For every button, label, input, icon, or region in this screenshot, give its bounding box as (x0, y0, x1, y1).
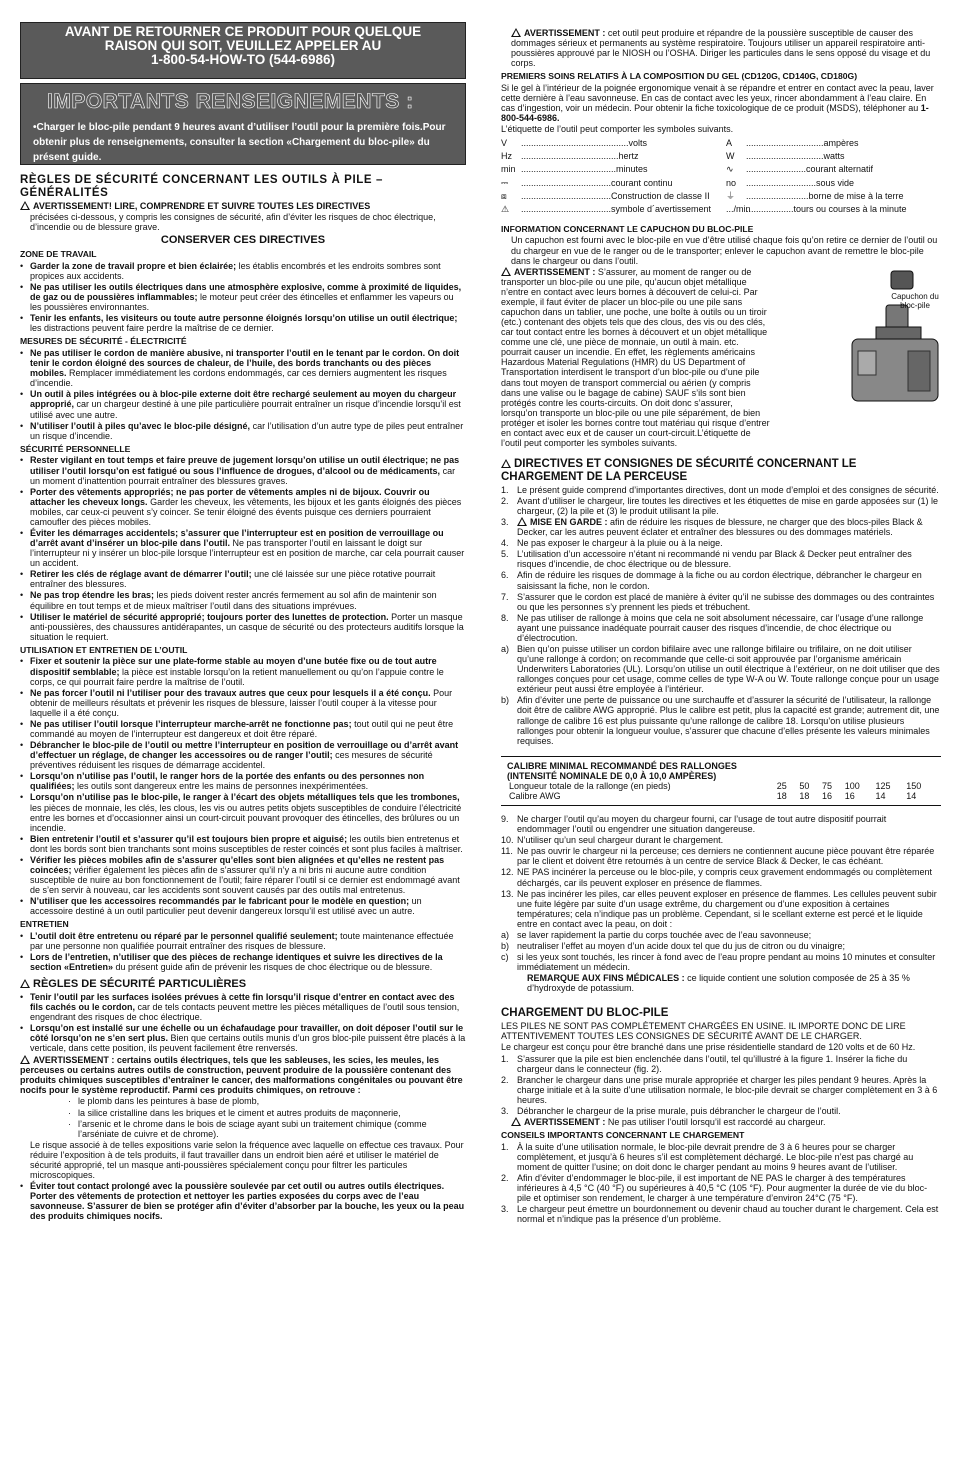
item-bold: Lorsqu’on n’utilise pas l’outil, le ranger hors de la portée des enfants ou des personnes non qualifiées; (30, 771, 425, 792)
list-item (20, 896, 466, 916)
chemical-item: · la silice cristalline dans les briques et le ciment et autres produits de maçonnerie, (20, 1108, 466, 1118)
item-text: Remplacer immédiatement les cordons endommagés, car ces derniers augmentent les risques d’incendie. (30, 368, 447, 389)
entretien-list (20, 931, 466, 972)
item-text: vérifier également les pièces afin de s’assurer qu’il n’y a ni bris ni aucune autre condition susceptible de nuire au bon fonctionnement de l’outil; faire réparer l’outil si ce dernier est endommagé avant de s’en servir à nouveau, car les accidents sont souvent causés par des outils mal entretenus. (30, 865, 460, 896)
list-item (20, 834, 466, 854)
rules-title: RÈGLES DE SÉCURITÉ CONCERNANT LES OUTILS À PILE – GÉNÉRALITÉS (20, 174, 383, 199)
item-bold: Vérifier les pièces mobiles afin de s’assurer qu’elles sont bien alignées et qu’elles ne restent pas coincées; (30, 854, 445, 876)
symbol: W (726, 151, 735, 162)
symbol-desc: ......................................minutes (521, 164, 648, 175)
item-bold: Tenir l’outil par les surfaces isolées prévues à cette fin lorsqu’il risque d’entrer en contact avec des fils cachés ou le cordon, (30, 991, 455, 1012)
item-text: Afin d’éviter une perte de puissance ou une surchauffe et d’assurer la sécurité de l’utilisateur, la rallonge doit être de calibre AWG approprié. Plus le calibre est petit, plus la capacité est grande; autrement dit, une rallonge de calibre 16 est plus puissante qu’une rallonge de calibre 18. Lorsqu’on utilise plusieurs rallonges pour obtenir la longueur voulue, s’assurer que chacune d’elles présente les valeurs minimales requises. (517, 695, 940, 746)
item-text: les pieds doivent rester ancrés fermement au sol afin de maintenir son équilibre en tout temps et de mieux maîtriser l’outil dans des situations imprévues. (30, 590, 437, 611)
symbol-row (726, 151, 941, 161)
directives2-list (501, 814, 941, 972)
list-item (20, 792, 466, 832)
medical-text: ce liquide contient une solution composée de 25 à 35 % d’hydroxyde de potassium. (527, 973, 910, 994)
list-item (20, 740, 466, 770)
list-item (501, 1054, 941, 1074)
item-bold: Porter des vêtements appropriés; ne pas porter de vêtements amples ni de bijoux. Couvrir ou attacher les cheveux longs. (30, 486, 430, 507)
item-text: Brancher le chargeur dans une prise murale appropriée et charger les piles pendant 9 heures. Après la charge initiale et à la suite d’une utilisation normale, le bloc-pile devrait se charger complètement en 3 à 6 heures. (517, 1074, 938, 1105)
item-text: tout outil qui ne peut être commandé au moyen de l’interrupteur est dangereux et doit être réparé. (30, 718, 454, 739)
list-item (501, 1106, 941, 1116)
extension-table (501, 756, 941, 806)
item-text: les établis encombrés et les endroits sombres sont propices aux accidents. (30, 260, 441, 281)
list-item (501, 1142, 941, 1172)
cap-title: INFORMATION CONCERNANT LE CAPUCHON DU BLOC-PILE (501, 223, 754, 234)
item-bold: Retirer les clés de réglage avant de démarrer l’outil; (30, 569, 252, 580)
list-item (20, 528, 466, 568)
list-item (20, 771, 466, 791)
symbol-desc: ...............................watts (746, 151, 845, 162)
item-bold: Lorsqu’on est installé sur une échelle ou un échafaudage pour travailler, on doit déposer l’outil sur le côté lorsqu’on ne s’en sert plus. (30, 1022, 464, 1043)
item-number: 3. (501, 517, 509, 528)
warning-bold: AVERTISSEMENT! LIRE, COMPRENDRE ET SUIVRE TOUTES LES DIRECTIVES (33, 200, 371, 211)
zone-list (20, 261, 466, 334)
list-item (20, 313, 466, 333)
item-text: car l’utilisation d’un autre type de piles peut entraîner un risque d’incendie. (30, 420, 464, 441)
item-bold: Débrancher le bloc-pile de l’outil ou mettre l’interrupteur en position de verrouillage ou d’arrêt avant d’effectuer un réglage, de changer les accessoires ou de ranger l’outil; (30, 740, 459, 761)
item-number: 10. (501, 835, 514, 846)
item-number: 7. (501, 591, 509, 602)
warning-icon (20, 201, 30, 210)
item-text: Avant d’utiliser le chargeur, lire toutes les directives et les étiquettes de mise en garde apposées sur (1) le chargeur, (2) la pile et (3) le produit utilisant la pile. (517, 495, 939, 516)
keep-directives: CONSERVER CES DIRECTIVES (160, 233, 326, 246)
item-number: 4. (501, 538, 509, 549)
symbol: A (726, 138, 733, 149)
table-subtitle: (INTENSITÉ NOMINALE DE 0,0 À 10,0 AMPÈRES) (507, 770, 717, 781)
item-text: afin de réduire les risques de blessure, ne charger que des blocs-piles Black & Decker, car les autres peuvent éclater et entraîner des blessures ou des dommages matériels. (517, 517, 923, 538)
section-title: UTILISATION ET ENTRETIEN DE L’OUTIL (20, 644, 188, 655)
item-text: neutraliser l’effet au moyen d’un acide doux tel que du jus de citron ou du vinaigre; (517, 941, 846, 952)
item-bold: N’utiliser que les accessoires recommandés par le fabricant pour le modèle en question; (30, 896, 410, 907)
symbol-desc: ....................................Construction de classe II (521, 190, 710, 201)
item-number: 1. (501, 484, 509, 495)
section-title: MESURES DE SÉCURITÉ - ÉLECTRICITÉ (20, 336, 187, 347)
item-text: les outils sont dangereux entre les mains de personnes inexpérimentées. (74, 781, 369, 792)
item-number: 3. (501, 1204, 509, 1215)
return-notice-line: RAISON QUI SOIT, VEUILLEZ APPELER AU (104, 38, 382, 54)
item-text: Ne charger l’outil qu’au moyen du chargeur fourni, car l’usage de tout autre dispositif pourrait endommager l’outil ou engendrer une situation dangereuse. (517, 814, 887, 835)
right-column (501, 28, 941, 1225)
item-number: 3. (501, 1105, 509, 1116)
perso-list (20, 455, 466, 641)
item-text: les pièces de monnaie, les clés, les clous, les vis ou autres petits objets susceptibles de conduire l’électricité entre les bornes et d’occasionner ainsi un court-circuit pouvant provoquer des étincelles, des brûlures ou un incendie. (30, 802, 462, 833)
list-item (501, 517, 941, 537)
item-bold: Tenir les enfants, les visiteurs ou toute autre personne éloignés lorsqu’on utilise un outil électrique; (30, 313, 458, 324)
cap-warning-bold: AVERTISSEMENT : (514, 266, 596, 277)
list-item (20, 992, 466, 1022)
charge-title: CHARGEMENT DU BLOC-PILE (501, 1007, 669, 1020)
item-bold: Ne pas forcer l’outil ni l’utiliser pour des travaux autres que ceux pour lesquels il a été conçu. (30, 687, 431, 698)
symbol-desc: .........................borne de mise à la terre (746, 190, 904, 201)
item-text: S’assurer que le cordon est placé de manière à éviter qu’il ne subisse des dommages ou des contraintes ou que les personnes s’y prennent les pieds et trébuchent. (517, 591, 935, 612)
list-item (501, 1075, 941, 1105)
list-item (20, 656, 466, 686)
list-item (501, 930, 941, 940)
tips-list (501, 1142, 941, 1225)
list-item (20, 1023, 466, 1053)
item-number: 6. (501, 570, 509, 581)
medical-bold: REMARQUE AUX FINS MÉDICALES : (527, 973, 685, 984)
symbol-row (726, 191, 941, 201)
list-item (501, 1173, 941, 1203)
symbol: min (501, 164, 516, 175)
warning-icon (20, 1055, 30, 1064)
charge-warning-bold: AVERTISSEMENT : (524, 1116, 606, 1127)
item-text: car de tels contacts peuvent mettre les pièces métalliques de l’outil sous tension, engendrant des risques de choc électrique. (30, 1001, 460, 1022)
list-item (20, 688, 466, 718)
item-text: Bien qu’on puisse utiliser un cordon bifilaire avec une rallonge bifilaire ou trifilaire, on ne doit utiliser qu’une rallonge à cordon; on recommande que celle-ci soit approuvée par l’organisme américain Underwriters Laboratories (UL). Lorsqu’on utilise un outil électrique à l’extérieur, on ne doit utiliser que des rallonges conçues pour cet usage, comme celles de type W-A ou W. Toute rallonge conçue pour un usage extérieur peut aussi être employée à l’intérieur. (517, 643, 940, 695)
directives-list (501, 485, 941, 746)
item-text: les outils bien entretenus et dont les bords sont bien tranchants sont moins susceptibles de rester coincés et sont plus faciles à maîtriser. (30, 833, 463, 854)
section-title: ENTRETIEN (20, 919, 69, 930)
item-number: 2. (501, 1074, 509, 1085)
item-text: Ne pas utiliser de rallonge à moins que cela ne soit absolument nécessaire, car l’usage d’une rallonge ayant une puissance inadéquate pourrait causer des risques d’incendie, de choc électrique ou d’électrocution. (517, 612, 924, 643)
item-text: toute maintenance effectuée par une personne non qualifiée pourrait entraîner des risques de blessure. (30, 931, 454, 952)
item-text: Bien que certains outils munis d’un gros bloc-pile puissent être placés à la verticale, dans cette position, ils peuvent facilement être renversés. (30, 1032, 466, 1054)
important-title: IMPORTANTS RENSEIGNEMENTS : (47, 90, 414, 113)
item-text: S’assurer que la pile est bien enclenchée dans l’outil, tel qu’illustré à la figure 1. Insérer la fiche du chargeur dans le connecteur (fig. 2). (517, 1053, 908, 1074)
item-number: a) (501, 929, 510, 940)
important-text: •Charger le bloc-pile pendant 9 heures avant d’utiliser l’outil pour la première fois.Pour obtenir plus de renseignements, consulter la section «Chargement du bloc-pile» du présent guide. (33, 121, 446, 163)
item-text: une clé laissée sur une pièce rotative pourrait entraîner des blessures. (30, 569, 436, 590)
list-item (501, 867, 941, 887)
item-text: car un chargeur destiné à une pile particulière pourrait entraîner un risque d’incendie lorsqu’il est utilisé avec une autre. (30, 399, 461, 420)
item-text: Garder les cheveux, les vêtements, les bijoux et les gants éloignés des pièces mobiles, car ceux-ci peuvent s’y coincer. Se tenir éloigné des évents puisque ces derniers pourraient camoufler des pièces mobiles. (30, 496, 462, 527)
charge-steps (501, 1054, 941, 1116)
item-bold: Ne pas utiliser les outils électriques dans une atmosphère explosive, comme à proximité de liquides, de gaz ou de poussières inflammables; (30, 282, 462, 303)
item-text: Débrancher le chargeur de la prise murale, puis débrancher le chargeur de l’outil. (517, 1105, 841, 1116)
item-text: du présent guide afin de prévenir les risques de choc électrique ou de blessure. (113, 962, 433, 973)
list-item (501, 952, 941, 972)
symbol: V (501, 138, 508, 149)
list-item (501, 1204, 941, 1224)
symbol-desc: ....................................courant continu (521, 177, 673, 188)
item-text: Ne pas transporter l’outil en laissant le doigt sur l’interrupteur ni y insérer un bloc-pile lorsque l’interrupteur est en position de marche, car cela pourrait causer un accident. (30, 538, 465, 569)
item-text: si les yeux sont touchés, les rincer à fond avec de l’eau propre pendant au moins 10 minutes et consulter immédiatement un médecin. (517, 952, 936, 973)
symbol-row (501, 151, 716, 161)
item-text: N’utiliser qu’un seul chargeur durant le chargement. (517, 835, 724, 846)
section-title: SÉCURITÉ PERSONNELLE (20, 443, 131, 454)
symbol-desc: ...........................................volts (521, 138, 648, 149)
item-bold: Fixer et soutenir la pièce sur une plate-forme stable au moyen d’une butée fixe ou de tout autre dispositif semblable; (30, 656, 437, 677)
list-item (501, 835, 941, 845)
section-title: ZONE DE TRAVAIL (20, 249, 97, 260)
list-item (501, 814, 941, 834)
table-row: Longueur totale de la rallonge (en pieds) 25 50 75 100 125 150 (509, 780, 922, 791)
symbol-desc: ...................tours ou courses à la minute (746, 203, 907, 214)
item-bold: Ne pas trop étendre les bras; (30, 590, 155, 601)
list-item (501, 538, 941, 548)
item-bold: N’utiliser l’outil à piles qu’avec le bloc-pile désigné, (30, 420, 251, 431)
item-text: Ne pas incinérer les piles, car elles peuvent exploser en présence de flammes. Les cellules peuvent subir une fuite légère par suite d’un usage extrême, du chargement ou d’une exposition à certaines températures; cela n’indique pas un problème. Cependant, si le scellant externe est percé et le liquide entre en contact avec la peau, on doit : (517, 888, 937, 929)
charge-warning: Ne pas utiliser l’outil lorsqu’il est raccordé au chargeur. (605, 1116, 826, 1127)
item-number: 2. (501, 1172, 509, 1183)
item-number: 13. (501, 888, 514, 899)
item-bold: Lorsqu’on n’utilise pas le bloc-pile, le ranger à l’écart des objets métalliques tels que les trombones, (30, 792, 460, 803)
gel-phone: 1-800-544-6986. (501, 103, 929, 124)
item-text: NE PAS incinérer la perceuse ou le bloc-pile, y compris ceux gravement endommagés ou complètement déchargés, car ils peuvent exploser en présence de flammes. (517, 867, 933, 888)
chemicals-list (20, 1096, 466, 1138)
item-number: c) (501, 952, 509, 963)
directives-title: DIRECTIVES ET CONSIGNES DE SÉCURITÉ CONCERNANT LE CHARGEMENT DE LA PERCEUSE (501, 458, 857, 483)
item-number: a) (501, 643, 510, 654)
warning-icon (517, 517, 527, 526)
list-item (501, 695, 941, 745)
particular-title: RÈGLES DE SÉCURITÉ PARTICULIÈRES (33, 978, 247, 991)
item-text: les distractions peuvent faire perdre la maîtrise de ce dernier. (30, 323, 274, 334)
list-item (20, 282, 466, 312)
list-item (20, 389, 466, 419)
item-text: Porter un masque anti-poussières, des chaussures antidérapantes, un casque de sécurité ou des protecteurs auditifs lorsque la situation le requiert. (30, 611, 464, 642)
symbol-desc: ....................................symbole d´avertissement (521, 203, 712, 214)
label-text: L’étiquette de l’outil peut comporter les symboles suivants. (501, 124, 734, 135)
symbol: ∿ (726, 164, 734, 175)
symbols-table (501, 138, 941, 216)
item-text: un accessoire destiné à un outil particulier peut devenir dangereux lorsqu’il est utilisé avec un autre. (30, 896, 422, 917)
item-bold: Ne pas utiliser l’outil lorsque l’interrupteur marche-arrêt ne fonctionne pas; (30, 718, 352, 729)
elec-list (20, 348, 466, 441)
item-text: Le chargeur peut émettre un bourdonnement ou devenir chaud au toucher durant le chargement. Cela est normal et n’indique pas la présence d’un problème. (517, 1204, 939, 1225)
symbol-row (501, 191, 716, 201)
item-number: 12. (501, 867, 514, 878)
symbol-row (726, 138, 941, 148)
item-bold: Garder la zone de travail propre et bien éclairée; (30, 260, 237, 271)
avoid-contact: Éviter tout contact prolongé avec la poussière soulevée par cet outil ou autres outils électriques. Porter des vêtements de protection et nettoyer les parties exposées du corps avec de l’eau savonneuse. S’assurer de bien se protéger afin d’éviter d’absorber par la bouche, les yeux ou la peau des produits chimiques nocifs. (30, 1181, 465, 1222)
item-number: 2. (501, 495, 509, 506)
symbol-row (501, 164, 716, 174)
list-item (20, 590, 466, 610)
warning-icon (20, 979, 30, 988)
item-text: À la suite d’une utilisation normale, le bloc-pile devrait prendre de 3 à 6 heures pour se charger complètement, et jusqu’à 6 heures s’il est complètement déchargé. Le bloc-pile n’est pas chargé au moment de quitter l’usine; on doit donc le charger pendant au moins 9 heures avant de l’utiliser. (517, 1141, 914, 1172)
charge-text: Le chargeur est conçu pour être branché dans une prise résidentielle standard de 120 volts et de 60 Hz. (501, 1042, 916, 1053)
warning-icon (501, 459, 511, 468)
chemical-item: · le plomb dans les peintures à base de plomb, (20, 1096, 466, 1106)
symbol-desc: ........................courant alternatif (746, 164, 874, 175)
warning-text: précisées ci-dessous, y compris les consignes de sécurité, afin d’éviter les risques de choc électrique, d’incendie ou de blessure grave. (30, 211, 436, 232)
symbol-row (726, 204, 941, 214)
cap-label: Capuchon du bloc-pile (891, 291, 939, 310)
tips-title: CONSEILS IMPORTANTS CONCERNANT LE CHARGEMENT (501, 1130, 745, 1141)
list-item (20, 612, 466, 642)
item-bold: MISE EN GARDE : (530, 517, 608, 528)
left-column (20, 0, 466, 1222)
item-number: 1. (501, 1053, 509, 1064)
list-item (501, 889, 941, 929)
item-text: L’utilisation d’un accessoire n’étant ni recommandé ni vendu par Black & Decker peut entraîner des risques d’incendie, de choc électrique ou de blessure. (517, 549, 912, 570)
warning-icon (501, 267, 511, 276)
risk-text: Le risque associé à de telles expositions varie selon la fréquence avec laquelle on effectue ces travaux. Pour réduire l’exposition à de tels produits, il faut travailler dans un endroit bien aéré et utiliser le matériel de sécurité approprié, tel un masque anti-poussières spécialement conçu pour filtrer les particules microscopiques. (30, 1139, 464, 1180)
symbol-row (726, 164, 941, 174)
symbol: no (726, 177, 737, 188)
symbol: ⎓ (501, 177, 509, 188)
list-item (20, 931, 466, 951)
item-number: 1. (501, 1141, 509, 1152)
list-item (20, 348, 466, 388)
table-row: Calibre AWG 18 18 16 16 14 14 (509, 791, 917, 801)
battery-pack-image (846, 267, 941, 402)
list-item (501, 570, 941, 590)
item-number: 9. (501, 814, 509, 825)
item-text: se laver rapidement la partie du corps touchée avec de l’eau savonneuse; (517, 929, 812, 940)
particular-list (20, 992, 466, 1053)
symbol: ⚠ (501, 203, 510, 214)
dust-warning: AVERTISSEMENT : certains outils électriques, tels que les sableuses, les scies, les meules, les perceuses ou certains autres outils de construction, peuvent produire de la poussière contenant des produits chimiques susceptibles d’entraîner le cancer, des malformations congénitales ou pouvant être nocifs pour le système reproductif. Parmi ces produits chimiques, on retrouve : (20, 1055, 463, 1096)
return-notice-line: AVANT DE RETOURNER CE PRODUIT POUR QUELQUE (64, 24, 422, 39)
symbol: ⧈ (501, 190, 507, 201)
symbol-desc: ............................sous vide (746, 177, 855, 188)
item-bold: Éviter les démarrages accidentels; s’assurer que l’interrupteur est en position de verrouillage ou d’arrêt avant d’insérer un bloc-pile dans l’outil. (30, 527, 444, 549)
symbol: .../min (726, 203, 751, 214)
list-item (20, 261, 466, 281)
list-item (20, 455, 466, 485)
item-bold: Ne pas utiliser le cordon de manière abusive, ni transporter l’outil en le tenant par le cordon. On doit tenir le cordon éloigné des sources de chaleur, de l’huile, des bords tranchants ou des pièces mobiles. (30, 348, 460, 379)
item-bold: Rester vigilant en tout temps et faire preuve de jugement lorsqu’on utilise un outil électrique; ne pas utiliser l’outil lorsqu’on est fatigué ou sous l’influence de drogues, d’alcool ou de médicaments, (30, 455, 460, 476)
list-item (501, 613, 941, 643)
list-item (501, 941, 941, 951)
cap-warning: S’assurer, au moment de ranger ou de transporter un bloc-pile ou une pile, qu’aucun objet métallique n’entre en contact avec leurs bornes à découvert de celui-ci. Par exemple, il faut éviter de placer un bloc-pile ou une pile sans capuchon dans un tablier, une poche, une boîte à outils ou un tiroir (etc.) contenant des objets tels que des clous, des vis ou des clés, car tout contact entre les bornes à découvert et un objet métallique comme une clé, une pièce de monnaie, un outil à main. etc. pourrait causer un incendie. En effet, les règlements américains Hazardous Material Regulations (HMR) du US Department of Transportation interdisent le transport d’un bloc-pile ou d’une pile dans tout moyen de transport commercial ou aérien (y compris dans une valise ou le bagage de cabine) SAUF s’ils sont bien protégés contre les courts-circuits. On doit donc s’assurer, lorsqu’on transporte un bloc-pile ou une pile séparément, de bien protéger et isoler les bornes contre tout matériau qui risque d’entrer en contact avec eux et de causer un court-circuit.L’étiquette de l’outil peut comporter les symboles suivants. (501, 266, 770, 448)
list-item (501, 485, 941, 495)
warning-icon (511, 28, 521, 37)
item-number: 5. (501, 549, 509, 560)
charge-caps: LES PILES NE SONT PAS COMPLÈTEMENT CHARGÉES EN USINE. IL IMPORTE DONC DE LIRE ATTENTIVEMENT TOUTES LES CONSIGNES DE SÉCURITÉ AVANT DE LE CHARGER. (501, 1021, 906, 1042)
list-item (20, 569, 466, 589)
list-item (20, 421, 466, 441)
list-item (501, 846, 941, 866)
top-warning-text: cet outil peut produire et répandre de la poussière susceptible de causer des dommages sérieux et permanents au système respiratoire. Toujours utiliser un appareil respiratoire anti-poussières approuvé par le NIOSH ou l’OSHA. Diriger les particules dans le sens opposé du visage et du corps. (511, 28, 931, 69)
item-text: Le présent guide comprend d’importantes directives, dont un mode d’emploi et des consignes de sécurité. (517, 484, 939, 495)
item-number: 8. (501, 612, 509, 623)
item-bold: Un outil à piles intégrées ou à bloc-pile externe doit être rechargé seulement au moyen du chargeur approprié, (30, 389, 457, 410)
item-text: Afin de réduire les risques de dommage à la fiche ou au cordon électrique, débrancher le chargeur en saisissant la fiche, non le cordon. (517, 570, 922, 591)
list-item (501, 644, 941, 694)
item-number: 11. (501, 846, 513, 857)
item-bold: L’outil doit être entretenu ou réparé par le personnel qualifié seulement; (30, 931, 338, 942)
item-text: Ne pas ouvrir le chargeur ni la perceuse; ces derniers ne contiennent aucune pièce pouvant être réparée par le client et doivent être retournés à un centre de service Black & Decker, le cas échéant. (517, 846, 935, 867)
item-text: Ne pas exposer le chargeur à la pluie ou à la neige. (517, 538, 723, 549)
item-bold: Utiliser le matériel de sécurité approprié; toujours porter des lunettes de protection. (30, 611, 389, 622)
symbol-row (501, 204, 716, 214)
symbol: ⏚ (726, 190, 736, 201)
list-item (20, 952, 466, 972)
item-text: la pièce est instable lorsqu’on la retient manuellement ou qu’on l’appuie contre le corps, ce qui pourrait faire perdre la maîtrise de l’outil. (30, 666, 444, 687)
symbol-row (501, 178, 716, 188)
return-notice-box (20, 22, 466, 79)
table-title: CALIBRE MINIMAL RECOMMANDÉ DES RALLONGES (507, 760, 737, 771)
top-warning-bold: AVERTISSEMENT : (524, 28, 606, 38)
warning-icon (511, 1117, 521, 1126)
list-item (20, 855, 466, 895)
list-item (501, 496, 941, 516)
item-bold: Lors de l’entretien, n’utiliser que des pièces de rechange identiques et suivre les directives de la section «Entretien» (30, 952, 443, 973)
symbol-row (501, 138, 716, 148)
util-list (20, 656, 466, 916)
gel-text: Si le gel à l’intérieur de la poignée ergonomique venait à se répandre et entrer en contact avec la peau, laver cette dernière à l’eau savonneuse. En cas de contact avec les yeux, rincer abondamment à l’eau claire. En cas d’ingestion, voir un médecin. Pour obtenir la fiche toxicologique de ce produit (MSDS), téléphoner au (501, 82, 934, 114)
item-text: ces mesures de sécurité préventives réduisent les risques de démarrage accidentel. (30, 750, 433, 771)
item-number: b) (501, 695, 510, 706)
symbol-desc: ...............................ampères (746, 138, 859, 149)
item-number: b) (501, 941, 510, 952)
list-item (20, 719, 466, 739)
item-bold: Bien entretenir l’outil et s’assurer qu’il est toujours bien propre et aiguisé; (30, 833, 348, 844)
return-notice-phone: 1-800-54-HOW-TO (544-6986) (150, 52, 336, 68)
cap-text: Un capuchon est fourni avec le bloc-pile en vue d’être utilisé chaque fois qu’on retire ce dernier de l’outil ou du chargeur en vue de le ranger ou de le transporter; enlever le capuchon avant de remettre le bloc-pile dans le chargeur ou dans l’outil. (511, 235, 938, 266)
symbol: Hz (501, 151, 512, 162)
gel-title: PREMIERS SOINS RELATIFS À LA COMPOSITION DU GEL (CD120G, CD140G, CD180G) (501, 71, 858, 82)
symbol-desc: .......................................hertz (521, 151, 639, 162)
item-text: le moteur peut créer des étincelles et enflammer les vapeurs ou les poussières environnantes. (30, 292, 454, 313)
item-text: Pour obtenir de meilleurs résultats et prévenir les risques de blessure, laisser l’outil couper à la vitesse pour laquelle il a été conçu. (30, 687, 453, 718)
important-info-box (20, 83, 466, 165)
chemical-item: · l’arsenic et le chrome dans le bois de sciage ayant subi un traitement chimique (comme l’arséniate de cuivre et de chrome). (20, 1119, 466, 1139)
item-text: car un moment d’inattention pourrait entraîner des blessures graves. (30, 465, 456, 486)
item-text: Afin d’éviter d’endommager le bloc-pile, il est important de NE PAS le charger à des températures inférieures à 4,5 °C (40 °F) ou supérieures à 40,5 °C (105 °F). Pour augmenter la durée de vie du bloc-pile et optimiser son rendement, le charger à une température d’environ 24°C (75 °F). (517, 1172, 928, 1204)
list-item (501, 549, 941, 569)
list-item (501, 592, 941, 612)
symbol-row (726, 178, 941, 188)
list-item (20, 487, 466, 527)
